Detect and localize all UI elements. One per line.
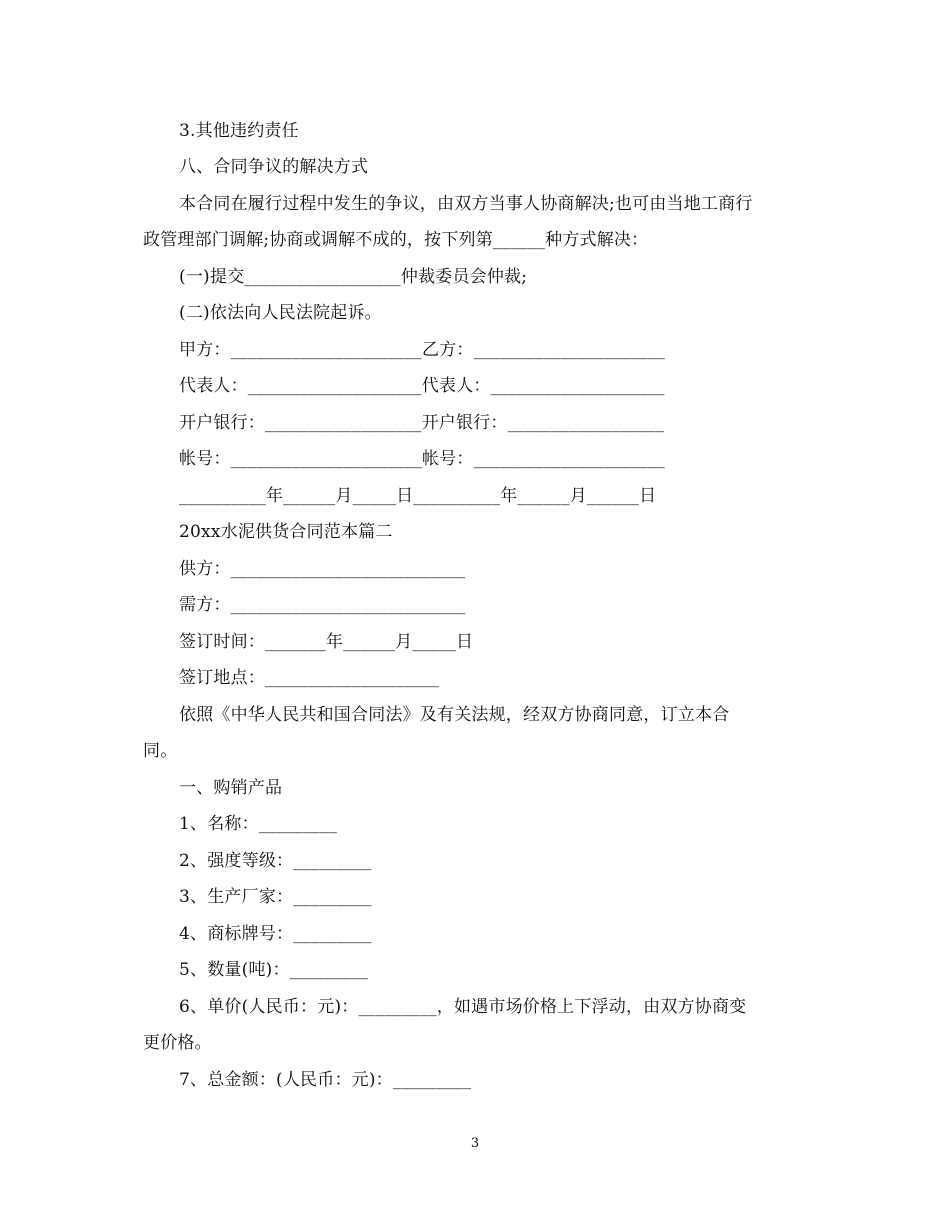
supplier-field: 供方：___________________________ bbox=[179, 559, 466, 579]
arbitration-option: (一)提交__________________仲裁委员会仲裁; bbox=[179, 267, 528, 287]
section-1-heading: 一、购销产品 bbox=[179, 778, 283, 798]
legal-basis-line-1: 依照《中华人民共和国合同法》及有关法规，经双方协商同意，订立本合 bbox=[179, 705, 730, 725]
dispute-paragraph-line-2: 政管理部门调解;协商或调解不成的，按下列第______种方式解决： bbox=[143, 230, 649, 250]
brand-field: 4、商标牌号：_________ bbox=[179, 924, 372, 944]
strength-grade-field: 2、强度等级：_________ bbox=[179, 851, 372, 871]
legal-basis-line-2: 同。 bbox=[143, 741, 178, 761]
representatives-row: 代表人：____________________代表人：____________________ bbox=[179, 376, 665, 396]
signing-time-field: 签订时间：_______年______月_____日 bbox=[179, 632, 474, 652]
page-number: 3 bbox=[470, 1136, 480, 1151]
contract-two-title: 20xx水泥供货合同范本篇二 bbox=[179, 522, 393, 542]
bank-row: 开户银行：__________________开户银行：__________________ bbox=[179, 413, 665, 433]
total-amount-field: 7、总金额：(人民币：元)：_________ bbox=[179, 1070, 472, 1090]
buyer-field: 需方：___________________________ bbox=[179, 595, 466, 615]
signing-dates-row: __________年______月_____日__________年______月______日 bbox=[179, 486, 657, 506]
clause-3-other-liability: 3.其他违约责任 bbox=[179, 121, 299, 141]
quantity-field: 5、数量(吨)：_________ bbox=[179, 960, 368, 980]
manufacturer-field: 3、生产厂家：_________ bbox=[179, 887, 372, 907]
dispute-paragraph-line-1: 本合同在履行过程中发生的争议，由双方当事人协商解决;也可由当地工商行 bbox=[179, 194, 753, 214]
signing-place-field: 签订地点：____________________ bbox=[179, 668, 439, 688]
section-8-heading: 八、合同争议的解决方式 bbox=[179, 157, 369, 177]
unit-price-line-1: 6、单价(人民币：元)：_________，如遇市场价格上下浮动，由双方协商变 bbox=[179, 997, 747, 1017]
party-names-row: 甲方：______________________乙方：______________________ bbox=[179, 340, 665, 360]
product-name-field: 1、名称：_________ bbox=[179, 814, 338, 834]
litigation-option: (二)依法向人民法院起诉。 bbox=[179, 303, 382, 323]
unit-price-line-2: 更价格。 bbox=[143, 1033, 212, 1053]
account-row: 帐号：______________________帐号：______________________ bbox=[179, 449, 665, 469]
